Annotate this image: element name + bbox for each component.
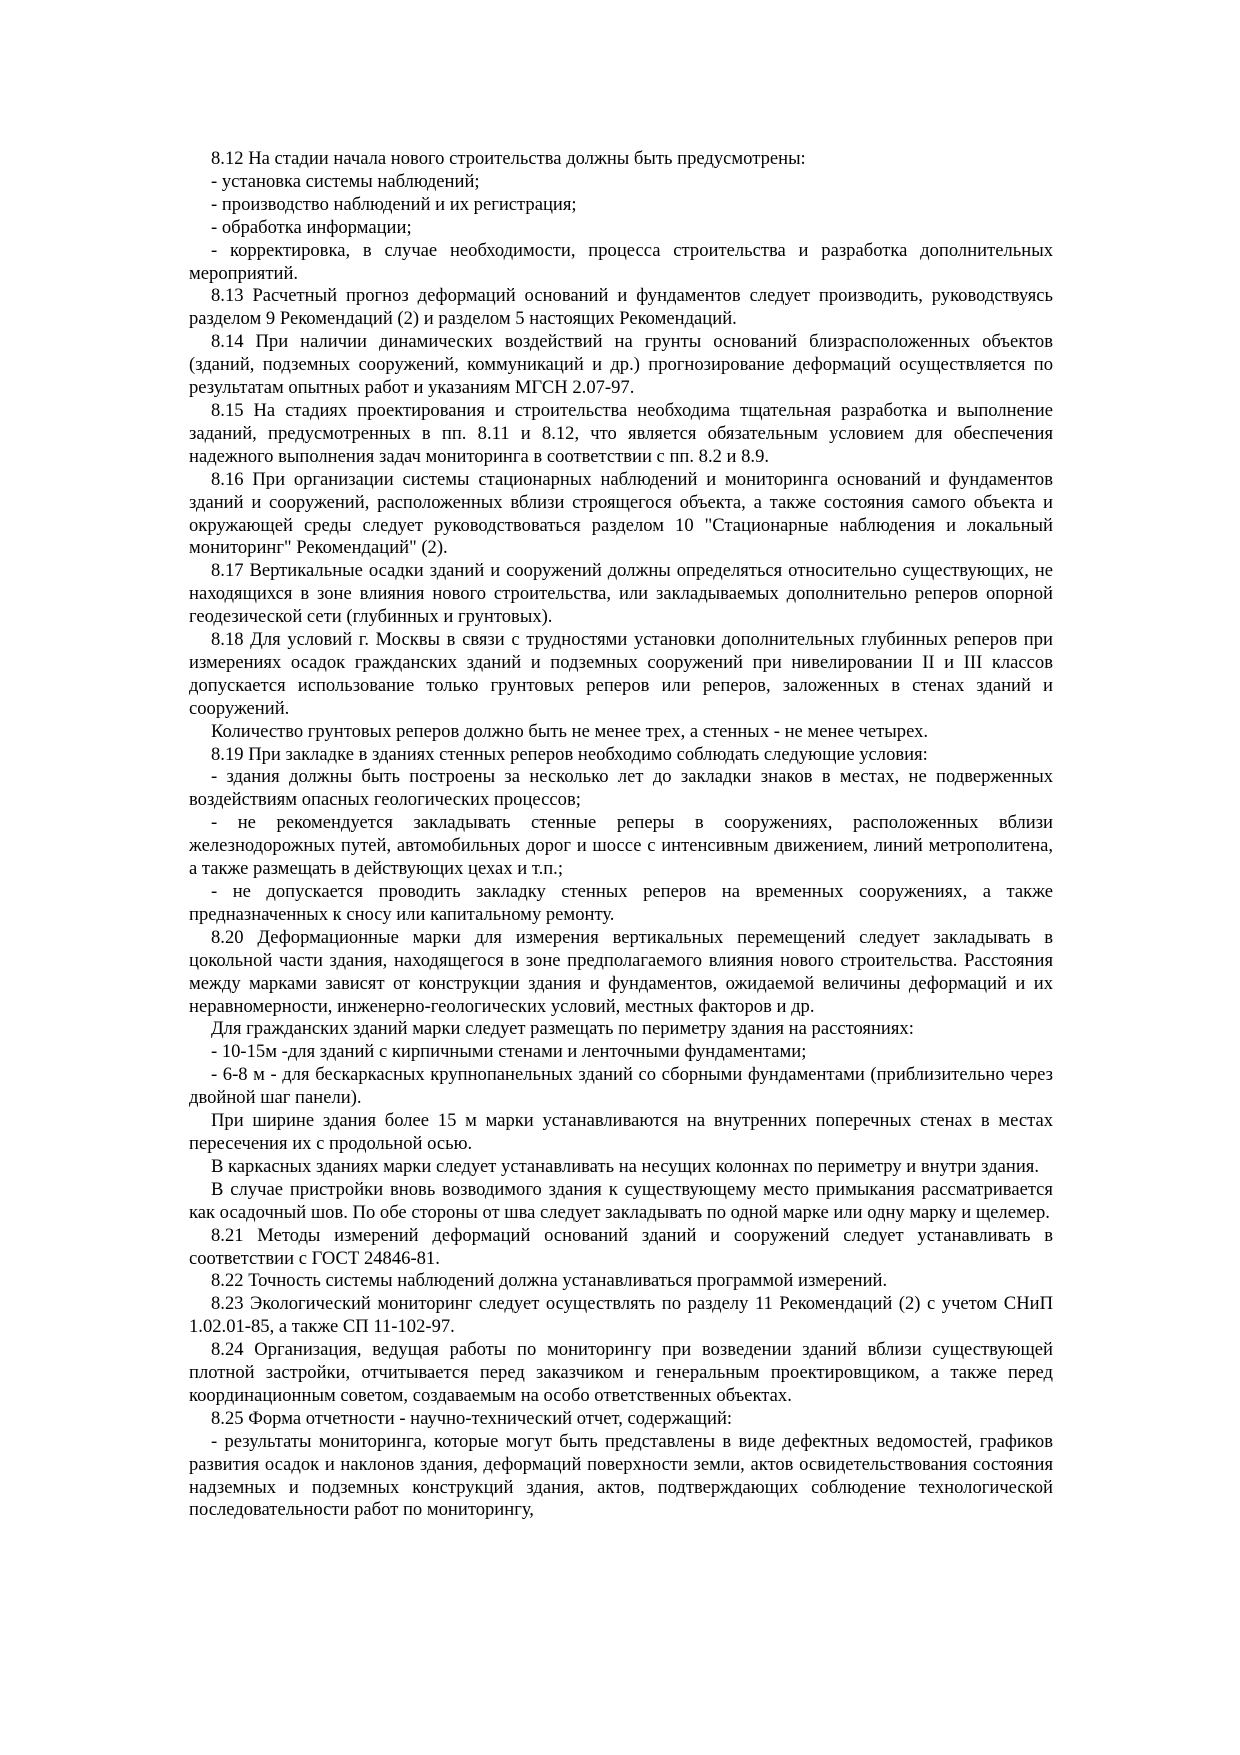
paragraph: - 6-8 м - для бескаркасных крупнопанельных зданий со сборными фундаментами (приблизительно через двойной шаг панели). (189, 1064, 1053, 1109)
paragraph: 8.15 На стадиях проектирования и строительства необходима тщательная разработка и выполнение заданий, предусмотренных в пп. 8.11 и 8.12, что является обязательным условием для обеспечения надежного выполнения задач мониторинга в соответствии с пп. 8.2 и 8.9. (189, 399, 1053, 467)
paragraph: 8.21 Методы измерений деформаций оснований зданий и сооружений следует устанавливать в соответствии с ГОСТ 24846-81. (189, 1224, 1053, 1269)
paragraph: - установка системы наблюдений; (211, 170, 480, 192)
paragraph: В случае пристройки вновь возводимого здания к существующему место примыкания рассматривается как осадочный шов. По обе стороны от шва следует закладывать по одной марке или одну марку и щелемер. (189, 1178, 1053, 1223)
paragraph: - результаты мониторинга, которые могут быть представлены в виде дефектных ведомостей, графиков развития осадок и наклонов здания, деформаций поверхности земли, актов освидетельствования состояния надземных и подземных конструкций здания, актов, подтверждающих соблюдение технологической последовательности работ по мониторингу, (189, 1430, 1053, 1521)
paragraph: 8.19 При закладке в зданиях стенных реперов необходимо соблюдать следующие условия: (211, 743, 928, 765)
paragraph: - не рекомендуется закладывать стенные реперы в сооружениях, расположенных вблизи железнодорожных путей, автомобильных дорог и шоссе с интенсивным движением, линий метрополитена, а также размещать в действующих цехах и т.п.; (189, 812, 1053, 880)
paragraph: - 10-15м -для зданий с кирпичными стенами и ленточными фундаментами; (211, 1041, 807, 1063)
paragraph: - не допускается проводить закладку стенных реперов на временных сооружениях, а также предназначенных к сносу или капитальному ремонту. (189, 881, 1053, 925)
paragraph: - корректировка, в случае необходимости, процесса строительства и разработка дополнительных мероприятий. (189, 239, 1053, 284)
paragraph: 8.20 Деформационные марки для измерения вертикальных перемещений следует закладывать в цокольной части здания, находящегося в зоне предполагаемого влияния нового строительства. Расстояния между марками зависят от конструкции здания и фундаментов, ожидаемой величины деформаций и их неравномерности, инженерно-геологических условий, местных факторов и др. (189, 926, 1053, 1017)
paragraph: 8.16 При организации системы стационарных наблюдений и мониторинга оснований и фундаментов зданий и сооружений, расположенных вблизи строящегося объекта, а также состояния самого объекта и окружающей среды следует руководствоваться разделом 10 "Стационарные наблюдения и локальный мониторинг" Рекомендаций" (2). (189, 468, 1053, 559)
paragraph: 8.17 Вертикальные осадки зданий и сооружений должны определяться относительно существующих, не находящихся в зоне влияния нового строительства, или закладываемых дополнительно реперов опорной геодезической сети (глубинных и грунтовых). (189, 560, 1053, 628)
paragraph: 8.18 Для условий г. Москвы в связи с трудностями установки дополнительных глубинных реперов при измерениях осадок гражданских зданий и подземных сооружений при нивелировании II и III классов допускается использование только грунтовых реперов или реперов, заложенных в стенах зданий и сооружений. (189, 629, 1053, 719)
paragraph: 8.25 Форма отчетности - научно-технический отчет, содержащий: (211, 1407, 733, 1429)
paragraph: 8.23 Экологический мониторинг следует осуществлять по разделу 11 Рекомендаций (2) с учетом СНиП 1.02.01-85, а также СП 11-102-97. (189, 1293, 1053, 1338)
paragraph: В каркасных зданиях марки следует устанавливать на несущих колоннах по периметру и внутри здания. (211, 1155, 1039, 1177)
paragraph: - здания должны быть построены за несколько лет до закладки знаков в местах, не подверженных воздействиям опасных геологических процессов; (189, 766, 1053, 811)
paragraph: Для гражданских зданий марки следует размещать по периметру здания на расстояниях: (211, 1018, 914, 1040)
paragraph: 8.22 Точность системы наблюдений должна устанавливаться программой измерений. (211, 1270, 888, 1292)
paragraph: При ширине здания более 15 м марки устанавливаются на внутренних поперечных стенах в местах пересечения их с продольной осью. (189, 1110, 1053, 1154)
paragraph: Количество грунтовых реперов должно быть не менее трех, а стенных - не менее четырех. (211, 720, 929, 742)
paragraph: - обработка информации; (211, 216, 412, 238)
document-page (189, 148, 1053, 1522)
paragraph: 8.13 Расчетный прогноз деформаций оснований и фундаментов следует производить, руководствуясь разделом 9 Рекомендаций (2) и разделом 5 настоящих Рекомендаций. (189, 285, 1053, 330)
paragraph: 8.14 При наличии динамических воздействий на грунты оснований близрасположенных объектов (зданий, подземных сооружений, коммуникаций и др.) прогнозирование деформаций осуществляется по результатам опытных работ и указаниям МГСН 2.07-97. (189, 331, 1053, 399)
paragraph: 8.12 На стадии начала нового строительства должны быть предусмотрены: (211, 148, 806, 169)
paragraph: 8.24 Организация, ведущая работы по мониторингу при возведении зданий вблизи существующей плотной застройки, отчитывается перед заказчиком и генеральным проектировщиком, а также перед координационным советом, создаваемым на особо ответственных объектах. (189, 1339, 1053, 1406)
paragraph: - производство наблюдений и их регистрация; (211, 193, 577, 215)
